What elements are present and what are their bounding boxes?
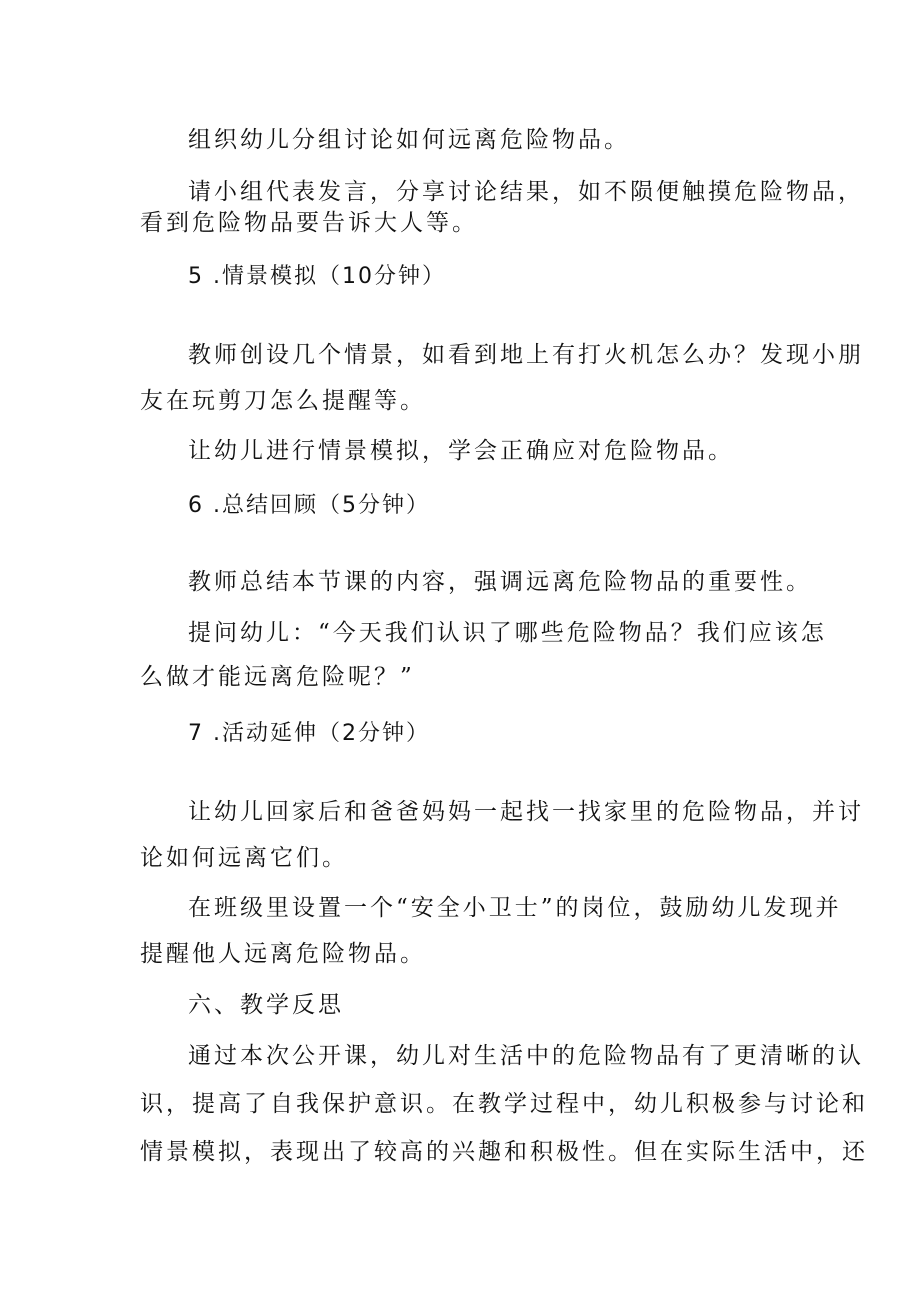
paragraph-line: 提醒他人远离危险物品。	[140, 941, 426, 967]
paragraph-line: 教师总结本节课的内容，强调远离危险物品的重要性。	[188, 569, 812, 595]
paragraph-line: 请小组代表发言，分享讨论结果，如不陨便触摸危险物品，	[188, 179, 864, 205]
paragraph-line: 组织幼儿分组讨论如何远离危险物品。	[188, 127, 630, 153]
paragraph-line: 么做才能远离危险呢？”	[140, 664, 415, 690]
section-heading: 7 .活动延伸（2分钟）	[188, 721, 430, 746]
paragraph-line: 提问幼儿：“今天我们认识了哪些危险物品？我们应该怎	[188, 620, 827, 646]
section-heading: 6 .总结回顾（5分钟）	[188, 493, 430, 518]
paragraph-line: 看到危险物品要告诉大人等。	[140, 210, 478, 236]
paragraph-line: 让幼儿进行情景模拟，学会正确应对危险物品。	[188, 438, 734, 464]
paragraph-line: 在班级里设置一个“安全小卫士”的岗位，鼓励幼儿发现并	[188, 895, 842, 921]
section-heading: 六、教学反思	[188, 992, 344, 1018]
section-heading: 5 .情景模拟（10分钟）	[188, 264, 446, 289]
paragraph-line: 让幼儿回家后和爸爸妈妈一起找一找家里的危险物品，并讨	[188, 799, 864, 825]
paragraph-line: 情景模拟，表现出了较高的兴趣和积极性。但在实际生活中，还	[140, 1139, 868, 1165]
paragraph-line: 教师创设几个情景，如看到地上有打火机怎么办？发现小朋	[188, 342, 864, 368]
paragraph-line: 论如何远离它们。	[140, 845, 348, 871]
paragraph-line: 友在玩剪刀怎么提醒等。	[140, 388, 426, 414]
paragraph-line: 识，提高了自我保护意识。在教学过程中，幼儿积极参与讨论和	[140, 1091, 868, 1117]
paragraph-line: 通过本次公开课，幼儿对生活中的危险物品有了更清晰的认	[188, 1043, 864, 1069]
